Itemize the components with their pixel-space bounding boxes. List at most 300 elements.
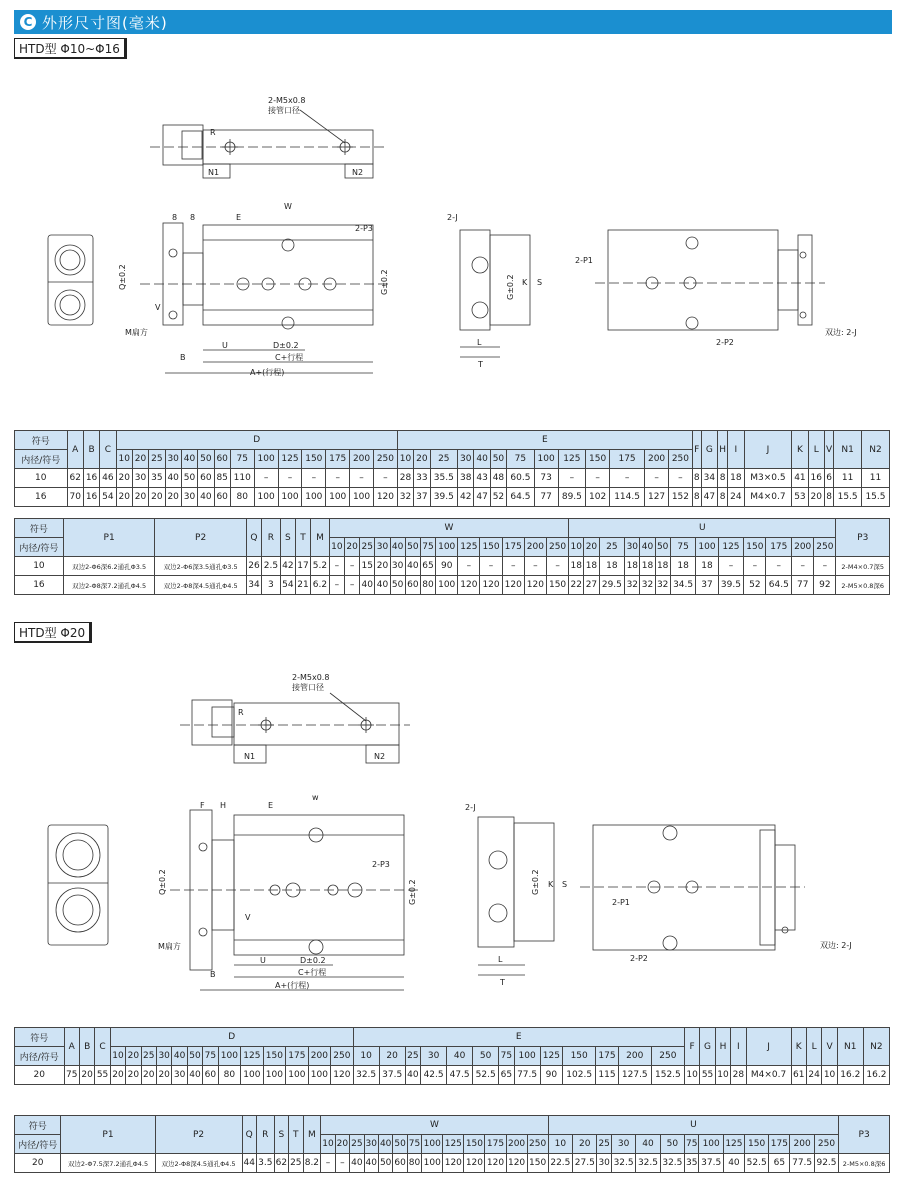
cell: 15.5 (861, 488, 889, 507)
e-sub: 125 (540, 1047, 563, 1066)
cell: 2.5 (262, 557, 281, 576)
cell: 50 (181, 469, 197, 488)
end-view-drawing (48, 235, 93, 325)
e-sub: 20 (414, 450, 430, 469)
col-q: Q (242, 1116, 256, 1154)
cell: 32 (397, 488, 413, 507)
cell: 54 (100, 488, 116, 507)
dim-a-label: A+(行程) (250, 368, 285, 377)
right-end-view-drawing (460, 230, 530, 357)
cell: – (345, 557, 360, 576)
u-sub: 175 (769, 1135, 790, 1154)
cell: 8 (692, 469, 701, 488)
cell: 39.5 (430, 488, 458, 507)
cell: 6.2 (311, 576, 330, 595)
dim-c-label: C+行程 (275, 353, 304, 362)
cell: 32.5 (353, 1066, 379, 1085)
corner-bottom: 内径/符号 (15, 538, 64, 557)
e-sub: 10 (353, 1047, 379, 1066)
cell: 52.5 (473, 1066, 499, 1085)
cell: 120 (464, 1154, 485, 1173)
table-row (15, 469, 890, 488)
col-p3: P3 (839, 1116, 890, 1154)
cell: 20 (126, 1066, 141, 1085)
d-sub: 125 (278, 450, 302, 469)
cell: 5.2 (311, 557, 330, 576)
col-j: J (746, 1028, 791, 1066)
dim-w-label-20: w (312, 793, 319, 802)
cell: 6 (824, 469, 833, 488)
cell: 127.5 (618, 1066, 651, 1085)
e-sub: 150 (563, 1047, 596, 1066)
dim-k-label-20: K (548, 880, 554, 889)
u-sub: 50 (660, 1135, 684, 1154)
e-sub: 100 (534, 450, 558, 469)
e-sub: 175 (596, 1047, 619, 1066)
col-g: G (700, 1028, 715, 1066)
corner-top: 符号 (15, 519, 64, 538)
cell: 28 (731, 1066, 746, 1085)
w-sub: 150 (480, 538, 502, 557)
page-title: 外形尺寸图(毫米) (42, 13, 168, 32)
col-v: V (824, 431, 833, 469)
cell: – (329, 557, 344, 576)
d-sub: 250 (373, 450, 397, 469)
cell: 37 (414, 488, 430, 507)
cell: 120 (373, 488, 397, 507)
cell: 33 (414, 469, 430, 488)
cell: 32 (640, 576, 655, 595)
col-t: T (289, 1116, 303, 1154)
m-flat-label: M扁方 (125, 328, 148, 337)
corner-top: 符号 (15, 1116, 61, 1135)
cell: 27 (584, 576, 599, 595)
cell: 89.5 (558, 488, 586, 507)
cell: 52.5 (744, 1154, 768, 1173)
col-q: Q (246, 519, 261, 557)
cell: 40 (187, 1066, 202, 1085)
cell: – (766, 557, 792, 576)
cell: M4×0.7 (746, 1066, 791, 1085)
u-sub: 30 (625, 538, 640, 557)
dim-b-label: B (180, 353, 186, 362)
cell: 120 (485, 1154, 506, 1173)
cell: 62 (274, 1154, 288, 1173)
d-sub: 25 (141, 1047, 156, 1066)
cell: 20 (149, 488, 165, 507)
cell: 55 (700, 1066, 715, 1085)
cell: 120 (443, 1154, 464, 1173)
cell: 54 (280, 576, 295, 595)
cell: 100 (241, 1066, 264, 1085)
u-sub: 75 (685, 1135, 699, 1154)
cell: 40 (350, 1154, 364, 1173)
u-sub: 200 (792, 538, 814, 557)
cell: 53 (792, 488, 808, 507)
w-sub: 40 (378, 1135, 392, 1154)
cell: 双边2-Φ6深3.5通孔Φ3.5 (155, 557, 247, 576)
e-sub: 40 (474, 450, 490, 469)
section-label-htd-20: HTD型 Φ20 (14, 622, 92, 643)
dim-g-label-20: G±0.2 (408, 879, 417, 905)
drawing-group-htd-20 (0, 665, 900, 995)
w-sub: 175 (502, 538, 524, 557)
e-sub: 50 (490, 450, 506, 469)
cell: 18 (670, 557, 696, 576)
cell: 2-M5×0.8深6 (839, 1154, 890, 1173)
cell: 52 (744, 576, 766, 595)
cell: – (326, 469, 350, 488)
cell: 35 (149, 469, 165, 488)
col-f: F (692, 431, 701, 469)
e-sub: 200 (645, 450, 669, 469)
dim-g-label: G±0.2 (380, 269, 389, 295)
u-sub: 100 (696, 538, 718, 557)
cell: 120 (480, 576, 502, 595)
cell: 65 (420, 557, 435, 576)
col-k: K (792, 431, 808, 469)
cell: 65 (499, 1066, 514, 1085)
cell: 24 (728, 488, 744, 507)
cell: – (502, 557, 524, 576)
cell: 110 (230, 469, 254, 488)
cell: 2-M4×0.7深5 (836, 557, 890, 576)
dim-d-label: D±0.2 (273, 341, 299, 350)
dim-l-label-20: L (498, 955, 503, 964)
cell: 80 (420, 576, 435, 595)
col-b: B (83, 431, 99, 469)
col-p2: P2 (155, 519, 247, 557)
col-u: U (548, 1116, 839, 1135)
col-c: C (95, 1028, 110, 1066)
col-c: C (100, 431, 116, 469)
cell: 16.2 (837, 1066, 863, 1085)
cell: 73 (534, 469, 558, 488)
col-n1: N1 (837, 1028, 863, 1066)
dimension-table-1 (14, 430, 890, 507)
w-sub: 175 (485, 1135, 506, 1154)
cell: 10 (684, 1066, 699, 1085)
cell: 42 (458, 488, 474, 507)
dim-f-label-20: F (200, 801, 205, 810)
col-r: R (262, 519, 281, 557)
d-sub: 30 (156, 1047, 171, 1066)
section-banner (14, 10, 892, 34)
e-sub: 25 (430, 450, 458, 469)
d-sub: 20 (132, 450, 148, 469)
dim-s-label-20: S (562, 880, 568, 889)
col-d: D (116, 431, 397, 450)
cell: – (610, 469, 645, 488)
dim-8-left: 8 (172, 213, 178, 222)
dim-e-label-20: E (268, 801, 274, 810)
e-sub: 100 (514, 1047, 540, 1066)
d-sub: 30 (165, 450, 181, 469)
d-sub: 175 (326, 450, 350, 469)
e-sub: 175 (610, 450, 645, 469)
cell: 双边2-Φ8深7.2通孔Φ4.5 (63, 576, 155, 595)
cell: 55 (95, 1066, 110, 1085)
dim-g-label-2: G±0.2 (506, 274, 515, 300)
d-sub: 150 (302, 450, 326, 469)
cell: – (645, 469, 669, 488)
cell: 40 (375, 576, 390, 595)
n2-label-20: N2 (374, 752, 386, 761)
dim-8-right: 8 (190, 213, 196, 222)
cell: 120 (502, 576, 524, 595)
cell: – (373, 469, 397, 488)
cell: 77 (534, 488, 558, 507)
u-sub: 125 (723, 1135, 744, 1154)
port-note-label: 接管口径 (268, 106, 300, 115)
cell: 77 (792, 576, 814, 595)
j-label: 2-J (447, 213, 458, 222)
side-view-drawing-20 (170, 810, 420, 990)
cell: 48 (490, 469, 506, 488)
d-sub: 200 (308, 1047, 331, 1066)
cell: 18 (640, 557, 655, 576)
drawing-group-htd-10-16 (0, 85, 900, 395)
cell: 10 (15, 469, 68, 488)
bottom-view-drawing-20 (580, 825, 805, 950)
dim-u-label: U (222, 341, 228, 350)
cell: 18 (696, 557, 718, 576)
cell: 16 (808, 469, 824, 488)
cell: – (546, 557, 568, 576)
cell: 80 (218, 1066, 241, 1085)
cell: 22 (569, 576, 584, 595)
cell: 18 (728, 469, 744, 488)
corner-top: 符号 (15, 1028, 65, 1047)
cell: 47.5 (447, 1066, 473, 1085)
p1-label: 2-P1 (575, 256, 593, 265)
col-e: E (397, 431, 692, 450)
d-sub: 50 (198, 450, 214, 469)
cell: 37 (696, 576, 718, 595)
d-sub: 175 (286, 1047, 309, 1066)
col-l: L (806, 1028, 821, 1066)
cell: 114.5 (610, 488, 645, 507)
table-row (15, 576, 890, 595)
cell: 52 (490, 488, 506, 507)
cell: 28 (397, 469, 413, 488)
port-note-label-20: 接管口径 (292, 683, 324, 692)
cell: 20 (116, 488, 132, 507)
cell: 20 (116, 469, 132, 488)
d-sub: 75 (230, 450, 254, 469)
cell: 60 (214, 488, 230, 507)
e-sub: 30 (458, 450, 474, 469)
cell: 65 (769, 1154, 790, 1173)
p2-label-20: 2-P2 (630, 954, 648, 963)
d-sub: 10 (116, 450, 132, 469)
cell: 120 (524, 576, 546, 595)
cell: 29.5 (599, 576, 625, 595)
corner-bottom: 内径/符号 (15, 1135, 61, 1154)
e-sub: 150 (586, 450, 610, 469)
cell: 100 (326, 488, 350, 507)
w-sub: 20 (335, 1135, 349, 1154)
dim-s-label: S (537, 278, 543, 287)
cell: 8 (692, 488, 701, 507)
cell: 40 (405, 1066, 420, 1085)
col-l: L (808, 431, 824, 469)
e-sub: 50 (473, 1047, 499, 1066)
p1-label-20: 2-P1 (612, 898, 630, 907)
col-t: T (295, 519, 310, 557)
cell: 47 (701, 488, 717, 507)
col-a: A (64, 1028, 79, 1066)
w-sub: 125 (443, 1135, 464, 1154)
cell: – (254, 469, 278, 488)
col-m: M (311, 519, 330, 557)
w-sub: 125 (458, 538, 480, 557)
cell: 100 (302, 488, 326, 507)
bottom-view-drawing (595, 230, 825, 330)
cell: – (345, 576, 360, 595)
cell: – (302, 469, 326, 488)
col-p2: P2 (155, 1116, 242, 1154)
dim-w-label: W (284, 202, 292, 211)
w-sub: 30 (364, 1135, 378, 1154)
n1-label-20: N1 (244, 752, 256, 761)
e-sub: 250 (651, 1047, 684, 1066)
j-both-sides-label: 双边: 2-J (825, 328, 857, 337)
d-sub: 150 (263, 1047, 286, 1066)
dim-t-label: T (478, 360, 483, 369)
corner-top: 符号 (15, 431, 68, 450)
table-row (15, 488, 890, 507)
p3-label-20: 2-P3 (372, 860, 390, 869)
cell: 30 (181, 488, 197, 507)
cell: 17 (295, 557, 310, 576)
cell: 10 (715, 1066, 730, 1085)
w-sub: 25 (350, 1135, 364, 1154)
w-sub: 10 (321, 1135, 335, 1154)
cell: 20 (156, 1066, 171, 1085)
cell: – (480, 557, 502, 576)
cell: 120 (458, 576, 480, 595)
w-sub: 20 (345, 538, 360, 557)
cell: 16.2 (863, 1066, 889, 1085)
w-sub: 250 (527, 1135, 548, 1154)
w-sub: 50 (393, 1135, 407, 1154)
cell: 40 (364, 1154, 378, 1173)
cell: 102 (586, 488, 610, 507)
cell: 92.5 (814, 1154, 838, 1173)
cell: 8.2 (303, 1154, 321, 1173)
d-sub: 40 (172, 1047, 187, 1066)
u-sub: 175 (766, 538, 792, 557)
u-sub: 20 (573, 1135, 597, 1154)
w-sub: 50 (405, 538, 420, 557)
cell: 60 (203, 1066, 218, 1085)
cell: 10 (822, 1066, 837, 1085)
col-n2: N2 (863, 1028, 889, 1066)
cell: 20 (141, 1066, 156, 1085)
cell: 34 (246, 576, 261, 595)
cell: 120 (506, 1154, 527, 1173)
cell: 32.5 (660, 1154, 684, 1173)
dim-v-label-20: V (245, 913, 251, 922)
cell: 27.5 (573, 1154, 597, 1173)
cell: 8 (718, 469, 728, 488)
e-sub: 250 (669, 450, 693, 469)
section-label-htd-10-16: HTD型 Φ10~Φ16 (14, 38, 127, 59)
cell: 100 (350, 488, 374, 507)
e-sub: 75 (507, 450, 535, 469)
dim-b-label-20: B (210, 970, 216, 979)
col-g: G (701, 431, 717, 469)
cell: 152 (669, 488, 693, 507)
top-view-drawing (150, 110, 385, 178)
cell: 80 (230, 488, 254, 507)
w-sub: 100 (436, 538, 458, 557)
u-sub: 10 (569, 538, 584, 557)
cell: – (278, 469, 302, 488)
cell: 70 (67, 488, 83, 507)
dimension-table-2 (14, 518, 890, 595)
cell: 18 (655, 557, 670, 576)
cell: 20 (15, 1066, 65, 1085)
cell: 64.5 (507, 488, 535, 507)
col-h: H (718, 431, 728, 469)
col-s: S (274, 1116, 288, 1154)
u-sub: 40 (640, 538, 655, 557)
cell: – (744, 557, 766, 576)
cell: 40 (405, 557, 420, 576)
cell: 35 (685, 1154, 699, 1173)
cell: 11 (861, 469, 889, 488)
cell: 42.5 (421, 1066, 447, 1085)
cell: 100 (286, 1066, 309, 1085)
u-sub: 10 (548, 1135, 572, 1154)
cell: 双边2-Φ8深4.5通孔Φ4.5 (155, 576, 247, 595)
w-sub: 25 (360, 538, 375, 557)
dim-v-label: V (155, 303, 161, 312)
d-sub: 20 (126, 1047, 141, 1066)
cell: 40 (198, 488, 214, 507)
cell: 127 (645, 488, 669, 507)
j-both-sides-label-20: 双边: 2-J (820, 941, 852, 950)
cell: 50 (378, 1154, 392, 1173)
cell: – (586, 469, 610, 488)
table-row (15, 1154, 890, 1173)
cell: 16 (83, 488, 99, 507)
section-badge: C (20, 14, 36, 30)
col-p1: P1 (61, 1116, 155, 1154)
cell: 11 (834, 469, 862, 488)
cell: 60.5 (507, 469, 535, 488)
cell: – (814, 557, 836, 576)
col-n1: N1 (834, 431, 862, 469)
cell: 8 (824, 488, 833, 507)
j-label-20: 2-J (465, 803, 476, 812)
dim-t-label-20: T (500, 978, 505, 987)
cell: – (458, 557, 480, 576)
cell: 77.5 (514, 1066, 540, 1085)
dim-e-label: E (236, 213, 242, 222)
cell: 双边2-Φ6深6.2通孔Φ3.5 (63, 557, 155, 576)
d-sub: 60 (214, 450, 230, 469)
u-sub: 40 (636, 1135, 660, 1154)
n1-label: N1 (208, 168, 220, 177)
cell: 42 (280, 557, 295, 576)
side-view-drawing (140, 223, 390, 373)
col-r: R (256, 1116, 274, 1154)
w-sub: 40 (390, 538, 405, 557)
dim-l-label: L (477, 338, 482, 347)
